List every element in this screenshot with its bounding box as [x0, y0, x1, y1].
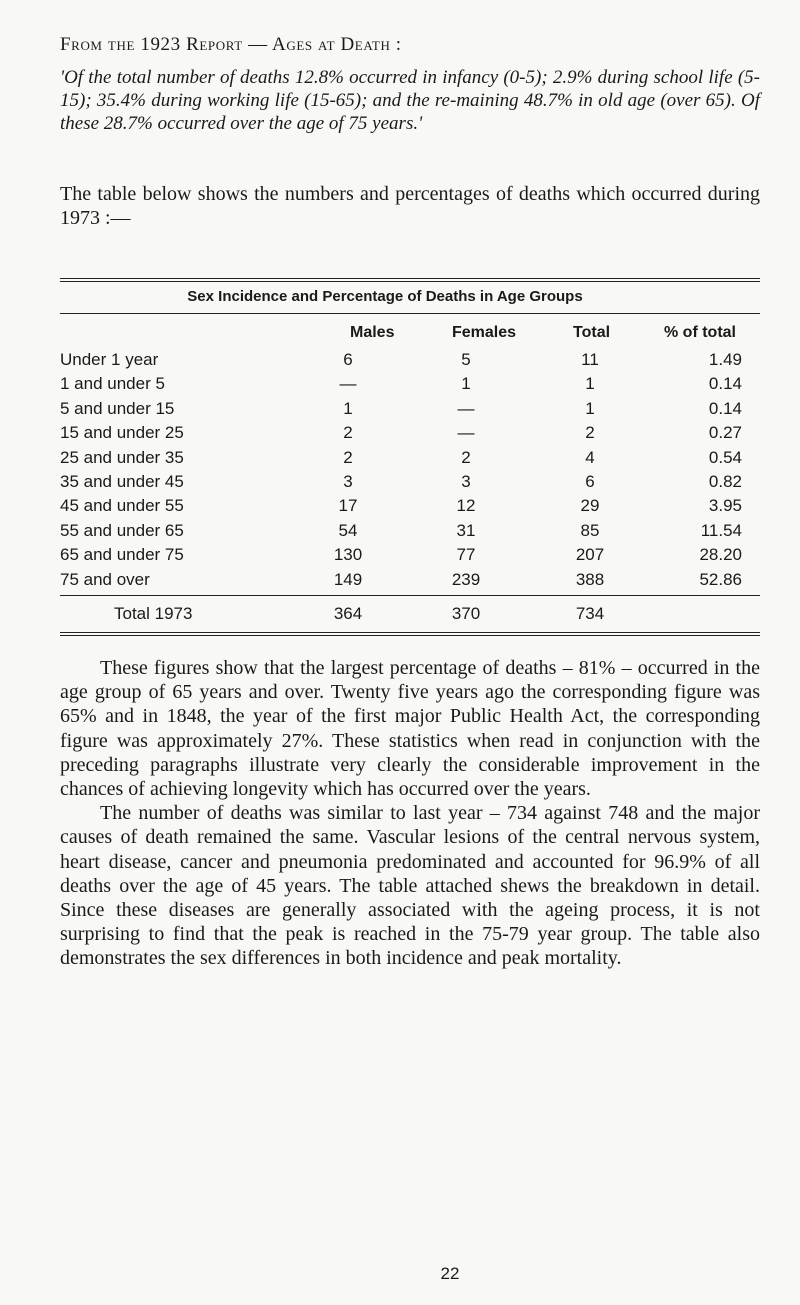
cell-percent: 28.20 — [699, 545, 742, 565]
table-bottom-rule-double — [60, 635, 760, 636]
row-label: 15 and under 25 — [60, 423, 184, 443]
section-heading: From the 1923 Report — Ages at Death : — [60, 34, 402, 55]
total-total: 734 — [575, 604, 605, 623]
table-row — [60, 423, 760, 447]
table-title-rule — [60, 313, 760, 314]
cell-total: 1 — [585, 374, 595, 394]
cell-males: 2 — [343, 423, 353, 443]
table-row — [60, 472, 760, 496]
row-label: 5 and under 15 — [60, 398, 175, 418]
cell-females: — — [457, 423, 475, 443]
table-total-row — [60, 604, 760, 628]
cell-percent: 0.14 — [708, 398, 742, 418]
cell-total: 29 — [580, 496, 600, 516]
cell-females: 5 — [461, 350, 471, 369]
cell-percent: 1.49 — [708, 350, 742, 369]
body-text — [60, 656, 760, 971]
cell-total: 4 — [585, 447, 595, 467]
column-header-percent: % of total — [664, 324, 736, 341]
cell-total: 11 — [581, 350, 599, 369]
table-row — [60, 545, 760, 569]
cell-males: 17 — [338, 496, 358, 516]
total-males: 364 — [333, 604, 363, 623]
cell-percent: 11.54 — [700, 520, 742, 540]
table-total-rule — [60, 595, 760, 596]
cell-total: 388 — [575, 569, 605, 589]
cell-percent: 0.27 — [708, 423, 742, 443]
cell-percent: 52.86 — [699, 569, 742, 589]
cell-total: 207 — [575, 545, 605, 565]
table-row — [60, 496, 760, 520]
cell-males: — — [339, 374, 357, 394]
row-label: 45 and under 55 — [60, 496, 184, 516]
cell-males: 54 — [338, 520, 358, 540]
table-bottom-rule — [60, 632, 760, 633]
table-row — [60, 350, 760, 374]
cell-males: 6 — [343, 350, 353, 369]
cell-females: 3 — [461, 472, 471, 491]
cell-percent: 3.95 — [708, 496, 742, 516]
row-label: 35 and under 45 — [60, 472, 184, 491]
paragraph: These figures show that the largest percentage of deaths – 81% – occurred in the age group of 65 years and over. Twenty five years ago the corresponding figure was 65% and in 1848, the year of the first major Public Health Act, the corresponding figure was approximately 27%. These statistics when read in conjunction with the preceding paragraphs illustrate very clearly the considerable improvement in the chances of achieving longevity which has occurred over the years. — [60, 657, 760, 801]
cell-total: 1 — [585, 398, 595, 418]
cell-percent: 0.14 — [708, 374, 742, 394]
paragraph: The number of deaths was similar to last year – 734 against 748 and the major causes of death remained the same. Vascular lesions of the central nervous system, heart disease, cancer and pneumonia predominated and accounted for 96.9% of all deaths over the age of 45 years. The table attached shews the breakdown in detail. Since these diseases are generally associated with the ageing process, it is not surprising to find that the peak is reached in the 75-79 year group. The table also demonstrates the sex differences in both incidence and peak mortality. — [60, 802, 760, 970]
cell-females: 2 — [461, 447, 471, 467]
total-label: Total 1973 — [114, 604, 193, 623]
cell-females: 12 — [456, 496, 476, 516]
cell-males: 149 — [333, 569, 363, 589]
column-header-males: Males — [350, 324, 395, 341]
row-label: Under 1 year — [60, 350, 159, 369]
report-quote: 'Of the total number of deaths 12.8% occurred in infancy (0-5); 2.9% during school life (5-15); 35.4% during working life (15-65); and the re-maining 48.7% in old age (over 65). Of these 28.7% occurred over the age of 75 years.' — [60, 67, 760, 134]
cell-females: 1 — [461, 374, 471, 394]
table-row — [60, 448, 760, 472]
cell-females: 31 — [456, 520, 476, 540]
cell-females: 239 — [451, 569, 481, 589]
cell-total: 85 — [580, 520, 600, 540]
table-row — [60, 570, 760, 594]
column-header-total: Total — [573, 324, 611, 341]
row-label: 25 and under 35 — [60, 447, 184, 467]
intro-paragraph: The table below shows the numbers and percentages of deaths which occurred during 1973 :— — [60, 183, 760, 229]
table-row — [60, 374, 760, 398]
cell-males: 2 — [343, 447, 353, 467]
cell-total: 2 — [585, 423, 595, 443]
cell-percent: 0.54 — [708, 447, 742, 467]
cell-females: — — [457, 398, 475, 418]
row-label: 65 and under 75 — [60, 545, 184, 565]
cell-males: 3 — [343, 472, 353, 491]
page-number: 22 — [440, 1264, 460, 1283]
cell-percent: 0.82 — [708, 472, 742, 491]
cell-males: 1 — [343, 398, 353, 418]
table-row — [60, 521, 760, 545]
total-females: 370 — [451, 604, 481, 623]
cell-males: 130 — [333, 545, 363, 565]
table-title: Sex Incidence and Percentage of Deaths in Age Groups — [187, 288, 583, 305]
column-header-females: Females — [452, 324, 517, 341]
cell-females: 77 — [456, 545, 476, 565]
table-row — [60, 399, 760, 423]
row-label: 1 and under 5 — [60, 374, 165, 394]
table-top-rule-double — [60, 281, 760, 282]
table-top-rule — [60, 278, 760, 279]
row-label: 55 and under 65 — [60, 520, 184, 540]
cell-total: 6 — [585, 472, 595, 491]
row-label: 75 and over — [60, 569, 150, 589]
